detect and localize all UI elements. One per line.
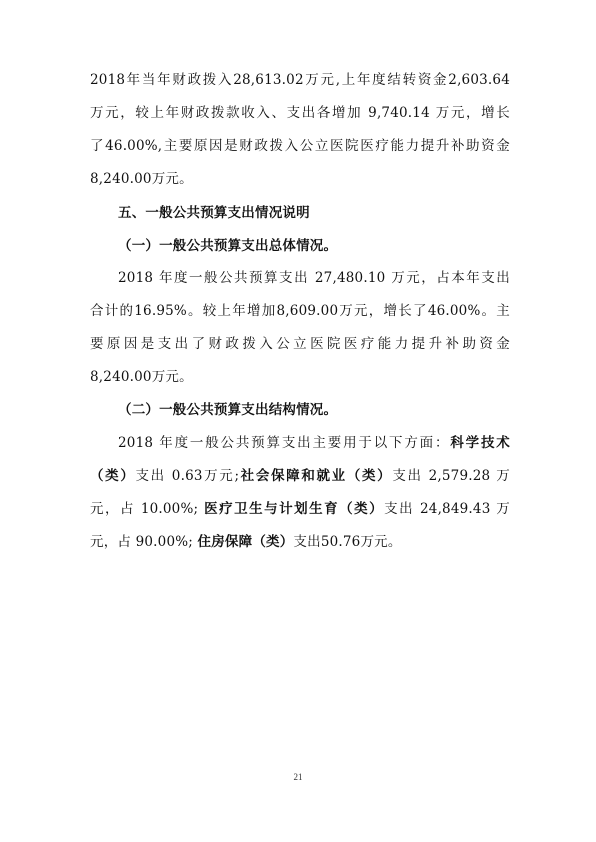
paragraph-line [90, 534, 510, 551]
paragraph-line: 万元，较上年财政拨款收入、支出各增加 9,740.14 万元，增长 [90, 105, 510, 121]
text-span: 元，占 90.00%; [90, 534, 194, 550]
paragraph-line [118, 435, 510, 452]
category-name: 住房保障（类） [197, 534, 294, 550]
text-span: 支出 2,579.28 万 [392, 468, 510, 484]
text-span: 支出 0.63万元; [135, 468, 240, 484]
subsection-heading-1: （一）一般公共预算支出总体情况。 [118, 238, 338, 254]
paragraph-line [90, 501, 510, 518]
paragraph-line: 8,240.00万元。 [90, 171, 193, 187]
text-span: 支出50.76万元。 [293, 534, 402, 550]
text-span: 2018 年度一般公共预算支出主要用于以下方面： [118, 435, 451, 451]
paragraph-line [90, 468, 510, 485]
paragraph-line: 2018年当年财政拨入28,613.02万元,上年度结转资金2,603.64 [90, 72, 510, 88]
paragraph-line: 合计的16.95%。较上年增加8,609.00万元，增长了46.00%。主 [90, 303, 510, 319]
text-span: 支出 24,849.43 万 [384, 501, 510, 517]
paragraph-line: 了46.00%,主要原因是财政拨入公立医院医疗能力提升补助资金 [90, 138, 510, 154]
category-name: 社会保障和就业（类） [239, 468, 393, 484]
paragraph-line: 2018 年度一般公共预算支出 27,480.10 万元，占本年支出 [118, 270, 510, 286]
paragraph-line: 8,240.00万元。 [90, 369, 193, 385]
text-span: 元，占 10.00%; [90, 501, 199, 517]
paragraph-line: 要原因是支出了财政拨入公立医院医疗能力提升补助资金 [90, 336, 510, 352]
section-heading: 五、一般公共预算支出情况说明 [118, 205, 310, 221]
category-name: （类） [90, 468, 136, 484]
subsection-heading-2: （二）一般公共预算支出结构情况。 [118, 402, 338, 418]
category-name: 医疗卫生与计划生育（类） [204, 501, 385, 517]
category-name: 科学技术 [450, 435, 510, 451]
page-number: 21 [293, 772, 303, 782]
